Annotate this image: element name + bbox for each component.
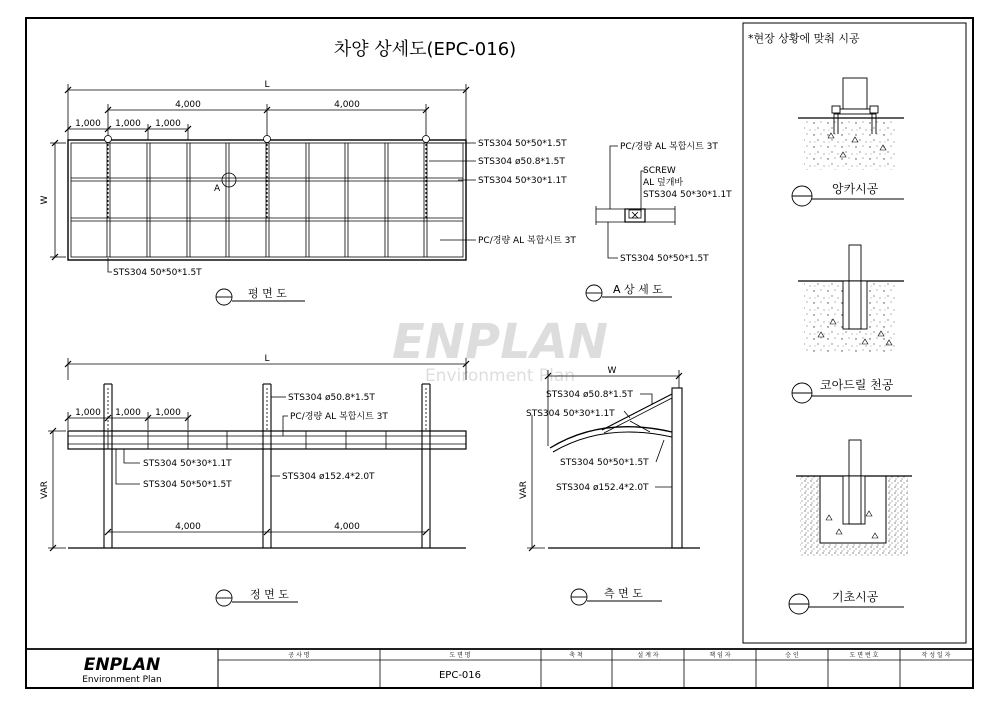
install-item-anchor: 앙카시공 bbox=[832, 182, 879, 196]
title-block bbox=[26, 649, 973, 688]
watermark bbox=[392, 314, 608, 386]
front-callout-1: STS304 ø50.8*1.5T bbox=[288, 393, 375, 403]
detail-a-view bbox=[596, 146, 675, 258]
front-callout-4: STS304 50*50*1.5T bbox=[143, 480, 232, 490]
plan-callout-3: STS304 50*30*1.1T bbox=[478, 176, 567, 186]
detail-a-callout-5: STS304 50*50*1.5T bbox=[620, 254, 709, 264]
plan-view-title: 평 면 도 bbox=[248, 287, 287, 300]
plan-dim-1000b: 1,000 bbox=[115, 119, 141, 129]
front-dim-L: L bbox=[264, 354, 270, 364]
side-dim-VAR: VAR bbox=[519, 481, 529, 499]
foundation-detail bbox=[789, 440, 912, 614]
plan-callout-4: PC/경량 AL 복합시트 3T bbox=[478, 236, 576, 246]
front-callout-5: STS304 ø152.4*2.0T bbox=[282, 472, 375, 482]
front-dim-1000c: 1,000 bbox=[155, 408, 181, 418]
plan-callout-1: STS304 50*50*1.5T bbox=[478, 139, 567, 149]
watermark-main: ENPLAN bbox=[391, 314, 609, 370]
side-callout-3: STS304 50*50*1.5T bbox=[560, 458, 649, 468]
plan-marker-A: A bbox=[214, 184, 221, 194]
th-designer: 설 계 자 bbox=[637, 652, 659, 659]
front-dim-1000b: 1,000 bbox=[115, 408, 141, 418]
titleblock-logo-sub: Environment Plan bbox=[82, 675, 162, 685]
install-item-core-drill: 코아드릴 천공 bbox=[820, 378, 894, 392]
front-callout-2: PC/경량 AL 복합시트 3T bbox=[290, 412, 388, 422]
side-dim-W: W bbox=[607, 366, 617, 376]
th-approve: 승 인 bbox=[785, 652, 799, 659]
titleblock-logo-main: ENPLAN bbox=[83, 655, 161, 675]
th-scale: 축 척 bbox=[569, 652, 583, 659]
plan-dim-1000a: 1,000 bbox=[75, 119, 101, 129]
detail-a-callout-3: AL 덮개바 bbox=[643, 178, 684, 188]
plan-view bbox=[50, 84, 476, 272]
title-block-logo bbox=[82, 655, 161, 685]
detail-a-callout-2: SCREW bbox=[643, 166, 676, 176]
front-dim-1000a: 1,000 bbox=[75, 408, 101, 418]
plan-dim-4000a: 4,000 bbox=[175, 100, 201, 110]
th-date: 작 성 일 자 bbox=[921, 652, 951, 659]
plan-dim-4000b: 4,000 bbox=[334, 100, 360, 110]
front-dim-4000a: 4,000 bbox=[175, 522, 201, 532]
plan-dim-W: W bbox=[40, 195, 50, 205]
title-block-headers bbox=[288, 651, 950, 659]
detail-a-callout-1: PC/경량 AL 복합시트 3T bbox=[620, 142, 718, 152]
plan-callout-2: STS304 ø50.8*1.5T bbox=[478, 157, 565, 167]
plan-dim-1000c: 1,000 bbox=[155, 119, 181, 129]
plan-dim-L: L bbox=[264, 80, 270, 90]
side-callout-1: STS304 ø50.8*1.5T bbox=[546, 390, 633, 400]
th-project: 공 사 명 bbox=[288, 652, 310, 659]
install-note: *현장 상황에 맞춰 시공 bbox=[748, 32, 860, 45]
front-dim-4000b: 4,000 bbox=[334, 522, 360, 532]
detail-a-text bbox=[620, 140, 732, 264]
th-number: 도 면 번 호 bbox=[849, 652, 879, 659]
front-view-title: 정 면 도 bbox=[250, 588, 289, 601]
front-view bbox=[48, 358, 469, 551]
titleblock-drawing-name: EPC-016 bbox=[438, 670, 482, 681]
front-text bbox=[40, 354, 388, 532]
drawing-title: 차양 상세도(EPC-016) bbox=[333, 39, 517, 60]
detail-a-callout-4: STS304 50*30*1.1T bbox=[643, 190, 732, 200]
side-callout-2: STS304 50*30*1.1T bbox=[526, 409, 615, 419]
side-callout-4: STS304 ø152.4*2.0T bbox=[556, 483, 649, 493]
detail-a-title: A 상 세 도 bbox=[613, 283, 663, 296]
plan-callout-5: STS304 50*50*1.5T bbox=[113, 268, 202, 278]
watermark-sub: Environment Plan bbox=[424, 366, 576, 386]
front-callout-3: STS304 50*30*1.1T bbox=[143, 459, 232, 469]
front-dim-VAR: VAR bbox=[40, 481, 50, 499]
install-item-foundation: 기초시공 bbox=[832, 590, 879, 604]
side-view-title: 측 면 도 bbox=[604, 587, 643, 600]
th-manager: 책 임 자 bbox=[709, 652, 731, 659]
th-drawing: 도 면 명 bbox=[449, 652, 471, 659]
